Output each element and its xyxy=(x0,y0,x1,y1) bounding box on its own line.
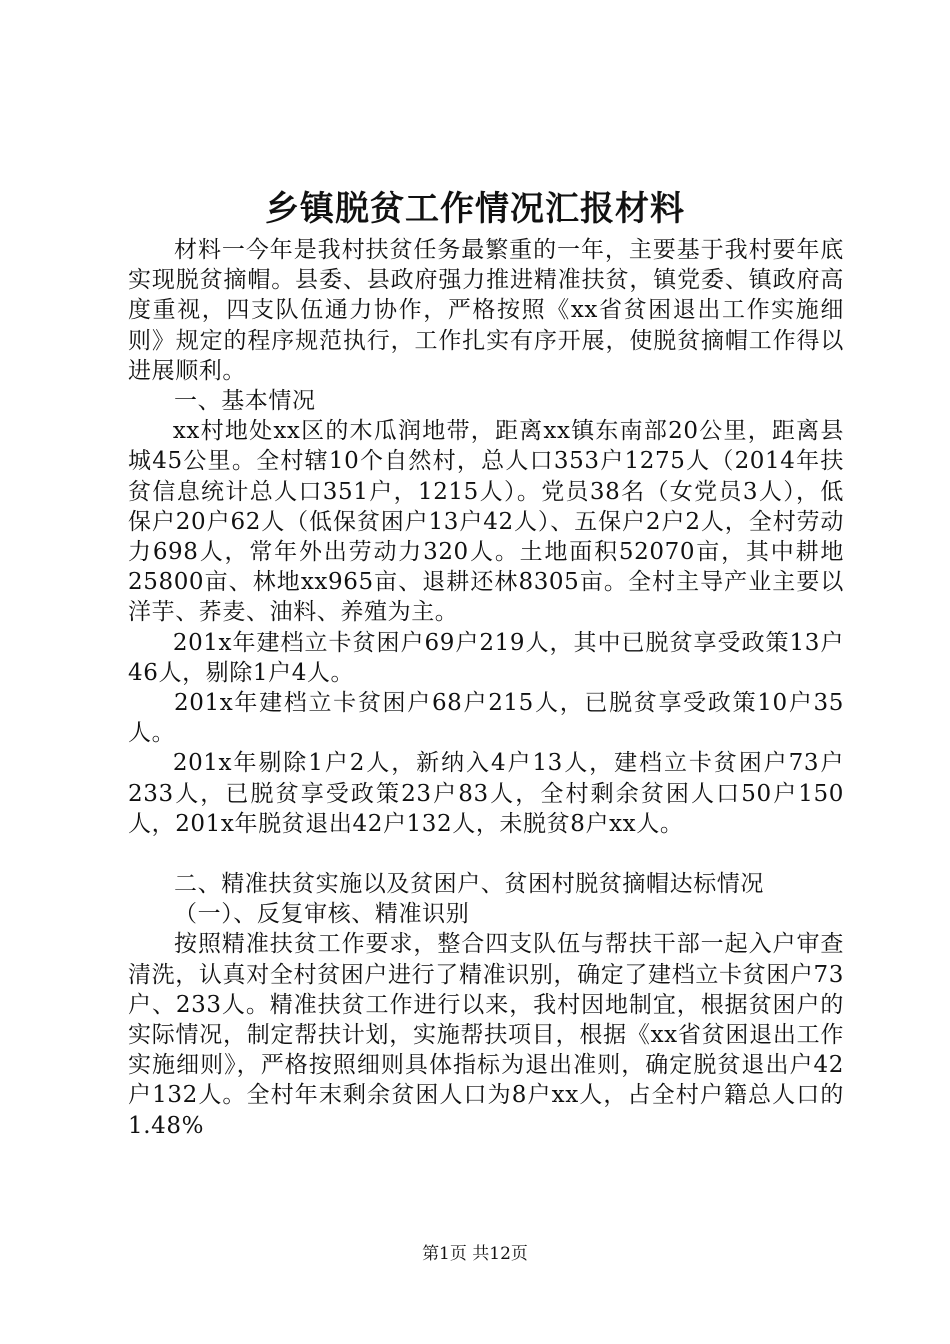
stats-paragraph-3: 201x年剔除1户2人，新纳入4户13人，建档立卡贫困户73户233人，已脱贫享受政策23户83人，全村剩余贫困人口50户150人，201x年脱贫退出42户132人，未脱贫8户xx人。 xyxy=(128,750,844,837)
document-title: 乡镇脱贫工作情况汇报材料 xyxy=(265,189,685,229)
identification-paragraph: 按照精准扶贫工作要求，整合四支队伍与帮扶干部一起入户审查清洗，认真对全村贫困户进行了精准识别，确定了建档立卡贫困户73户、233人。精准扶贫工作进行以来，我村因地制宜，根据贫困户的实际情况，制定帮扶计划，实施帮扶项目，根据《xx省贫困退出工作实施细则》，严格按照细则具体指标为退出准则，确定脱贫退出户42户132人。全村年末剩余贫困人口为8户xx人，占全村户籍总人口的1.48% xyxy=(128,931,844,1139)
intro-paragraph: 材料一今年是我村扶贫任务最繁重的一年，主要基于我村要年底实现脱贫摘帽。县委、县政府强力推进精准扶贫，镇党委、镇政府高度重视，四支队伍通力协作，严格按照《xx省贫困退出工作实施细则》规定的程序规范执行，工作扎实有序开展，使脱贫摘帽工作得以进展顺利。 xyxy=(128,237,844,384)
subsection-heading-identification: （一）、反复审核、精准识别 xyxy=(174,901,470,928)
basic-info-paragraph: xx村地处xx区的木瓜润地带，距离xx镇东南部20公里，距离县城45公里。全村辖10个自然村，总人口353户1275人（2014年扶贫信息统计总人口351户，1215人）。党员38名（女党员3人），低保户20户62人（低保贫困户13户42人）、五保户2户2人，全村劳动力698人，常年外出劳动力320人。土地面积52070亩，其中耕地25800亩、林地xx965亩、退耕还林8305亩。全村主导产业主要以洋芋、荞麦、油料、养殖为主。 xyxy=(128,418,844,626)
document-body xyxy=(128,235,844,1141)
section-heading-precision: 二、精准扶贫实施以及贫困户、贫困村脱贫摘帽达标情况 xyxy=(174,871,764,898)
stats-paragraph-1: 201x年建档立卡贫困户69户219人，其中已脱贫享受政策13户46人，剔除1户4人。 xyxy=(128,629,844,686)
page-footer: 第1页 共12页 xyxy=(422,1244,528,1264)
section-heading-basic: 一、基本情况 xyxy=(174,388,316,415)
stats-paragraph-2: 201x年建档立卡贫困户68户215人，已脱贫享受政策10户35人。 xyxy=(128,690,844,747)
paragraph-gap xyxy=(128,839,844,869)
